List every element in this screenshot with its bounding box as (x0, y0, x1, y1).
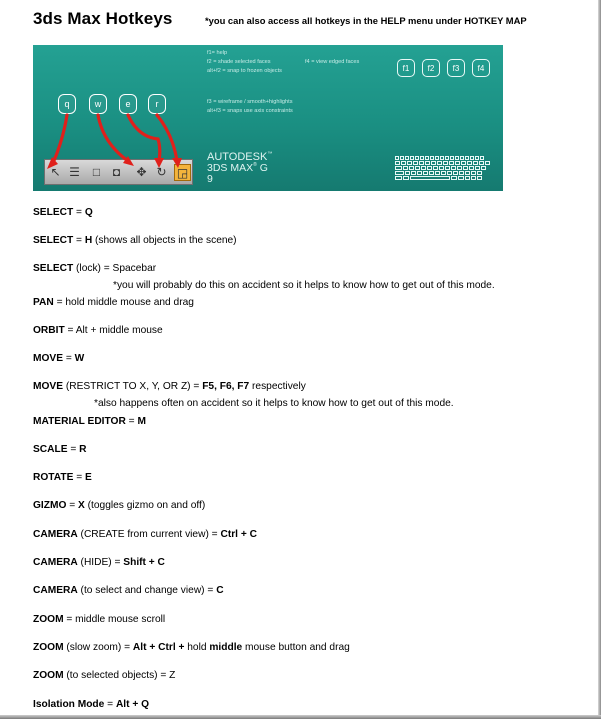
hotkey-line: GIZMO = X (toggles gizmo on and off) (33, 500, 206, 511)
hotkey-note: *also happens often on accident so it helps to know how to get out of this mode. (94, 398, 454, 409)
move-icon: ✥ (136, 165, 147, 179)
q-key: q (58, 94, 76, 114)
select-arrow-icon: ↖ (50, 165, 61, 179)
hotkey-line: MOVE (RESTRICT TO X, Y, OR Z) = F5, F6, F7 respectively (33, 381, 306, 392)
hotkey-line: Isolation Mode = Alt + Q (33, 699, 150, 710)
brand-tm: ™ (267, 151, 273, 157)
hotkey-line: MOVE = W (33, 353, 85, 364)
hotkey-line: SELECT (lock) = Spacebar (33, 263, 157, 274)
brand-3dsmax: 3DS MAX (207, 162, 254, 174)
wireframe-line: f3 = wireframe / smooth+highlights (207, 99, 293, 105)
r-key: r (148, 94, 166, 114)
hotkey-line: ORBIT = Alt + middle mouse (33, 325, 163, 336)
hotkey-line: ZOOM (to selected objects) = Z (33, 670, 176, 681)
f1-key: f1 (397, 59, 415, 77)
help-line: f2 = shade selected faces (207, 59, 271, 65)
hotkey-line: PAN = hold middle mouse and drag (33, 297, 194, 308)
autodesk-logo (207, 152, 272, 184)
hotkey-line: MATERIAL EDITOR = M (33, 416, 146, 427)
f2-key: f2 (422, 59, 440, 77)
hotkey-line: ZOOM (slow zoom) = Alt + Ctrl + hold middle mouse button and drag (33, 642, 350, 653)
scale-icon: ◲ (174, 164, 191, 181)
brand-autodesk: AUTODESK (207, 151, 268, 163)
hotkey-line: SELECT = Q (33, 207, 93, 218)
rotate-icon: ↻ (156, 165, 167, 179)
wireframe-line: alt+f3 = snaps use axis constraints (207, 108, 293, 114)
hotkey-line: CAMERA (to select and change view) = C (33, 585, 224, 596)
brand-reg: ® (253, 162, 257, 168)
select-by-name-icon: ☰ (69, 165, 80, 179)
page-edge-shadow (0, 715, 601, 719)
f4-key: f4 (472, 59, 490, 77)
keyboard-map-icon (395, 156, 493, 186)
hotkey-line: CAMERA (HIDE) = Shift + C (33, 557, 165, 568)
e-key: e (119, 94, 137, 114)
brand-version: 9 (207, 172, 213, 185)
hotkey-line: ROTATE = E (33, 472, 92, 483)
w-key: w (89, 94, 107, 114)
f4-line: f4 = view edged faces (305, 59, 360, 65)
f3-key: f3 (447, 59, 465, 77)
help-menu-note: *you can also access all hotkeys in the HELP menu under HOTKEY MAP (205, 15, 527, 26)
help-line: f1= help (207, 50, 228, 56)
hotkey-line: CAMERA (CREATE from current view) = Ctrl + C (33, 529, 257, 540)
hotkey-banner (33, 45, 503, 191)
hotkey-line: ZOOM = middle mouse scroll (33, 614, 166, 625)
region-select-icon: □ (92, 165, 101, 179)
brand-badge: G (259, 162, 268, 174)
page-title: 3ds Max Hotkeys (33, 9, 173, 28)
window-crossing-icon: ◘ (112, 165, 121, 179)
hotkey-note: *you will probably do this on accident so it helps to know how to get out of this mode. (113, 280, 495, 291)
hotkey-line: SELECT = H (shows all objects in the scene) (33, 235, 237, 246)
help-line: alt+f2 = snap to frozen objects (207, 68, 282, 74)
hotkey-line: SCALE = R (33, 444, 87, 455)
